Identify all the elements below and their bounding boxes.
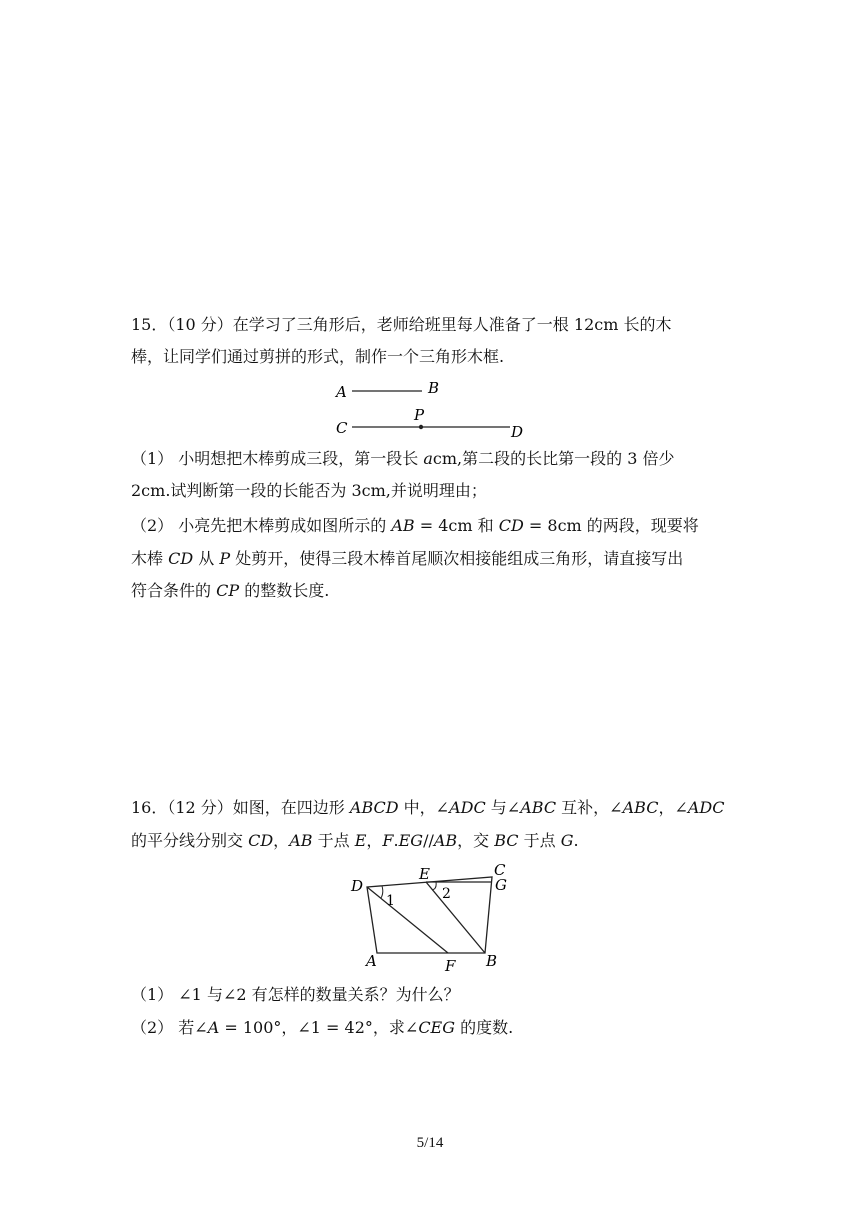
q16-p2-a: （2） 若∠ [131, 1018, 208, 1037]
q15-part2-l2-a: 木棒 [131, 549, 169, 568]
q16-l1-abcd: ABCD [349, 798, 399, 817]
q15-part1-text-b: cm,第二段的长比第一段的 3 倍少 [432, 449, 675, 468]
q15-part2-eq2: = 8cm 的两段，现要将 [523, 516, 699, 535]
q16-part1: （1） ∠1 与∠2 有怎样的数量关系？为什么？ [131, 985, 460, 1004]
label-c: C [336, 419, 348, 437]
label-p: P [414, 406, 425, 424]
q16-l1-b: 中，∠ [398, 798, 450, 817]
label-a: A [366, 952, 377, 970]
q16-l2-i: . [573, 831, 579, 850]
q15-part2-eq1: = 4cm 和 [414, 516, 499, 535]
q15-part2-ab: AB [391, 516, 415, 535]
q16-l2-h: 于点 [518, 831, 561, 850]
angle-2-arc [432, 882, 436, 890]
q15-part2-l2-b: 从 [193, 549, 220, 568]
q16-l2-ab: AB [289, 831, 313, 850]
q15-part2-l2-cd: CD [168, 549, 194, 568]
q16-part2 [131, 1017, 513, 1039]
q15-line-1: 15．（10 分）在学习了三角形后，老师给班里每人准备了一根 12cm 长的木 [131, 315, 672, 334]
q15-part1-line-1 [131, 448, 674, 470]
label-b: B [486, 952, 498, 970]
q16-l1-d: 互补，∠ [556, 798, 623, 817]
label-c: C [494, 861, 506, 879]
label-b: B [428, 379, 440, 397]
q16-l2-g: ，交 [457, 831, 495, 850]
q16-l2-e: E [354, 831, 367, 850]
q15-part2-l3-cp: CP [216, 581, 240, 600]
q15-part1-line-2: 2cm.试判断第一段的长能否为 3cm,并说明理由； [131, 481, 487, 500]
label-d: D [511, 423, 524, 440]
quadrilateral-abcd [367, 877, 492, 953]
q16-l2-a: 的平分线分别交 [131, 831, 249, 850]
q16-l2-e2: . [393, 831, 399, 850]
page-number: 5/14 [416, 1135, 444, 1151]
angle-1-arc [381, 886, 383, 898]
q15-part2-l2-p: P [219, 549, 231, 568]
q16-l2-f: F [382, 831, 394, 850]
q16-l2-d: ， [366, 831, 383, 850]
q16-l1-e: ，∠ [658, 798, 688, 817]
q15-part2-text-a: （2） 小亮先把木棒剪成如图所示的 [131, 516, 392, 535]
q16-line-2 [131, 830, 579, 852]
q15-part2-line-1 [131, 515, 699, 537]
q15-part1-text-a: （1） 小明想把木棒剪成三段，第一段长 [131, 449, 424, 468]
q16-l2-b: ， [273, 831, 290, 850]
bisector-df [367, 887, 448, 953]
q16-p2-b: = 100°，∠1 = 42°，求∠ [219, 1018, 419, 1037]
q16-l1-adc2: ADC [687, 798, 725, 817]
q15-part2-l3-a: 符合条件的 [131, 581, 217, 600]
q16-l2-f2: // [423, 831, 434, 850]
q15-figure-segments [330, 376, 530, 440]
q16-l2-ab2: AB [433, 831, 458, 850]
label-2: 2 [442, 886, 451, 902]
q16-p2-ceg: CEG [418, 1018, 456, 1037]
q16-l2-cd: CD [248, 831, 274, 850]
label-d: D [351, 877, 364, 895]
point-p [419, 425, 423, 429]
label-1: 1 [386, 893, 395, 909]
q16-p2-c: 的度数. [455, 1018, 514, 1037]
q15-part2-line-2 [131, 548, 683, 570]
q15-part2-l2-c: 处剪开，使得三段木棒首尾顺次相接能组成三角形，请直接写出 [230, 549, 684, 568]
q16-l2-bc: BC [494, 831, 519, 850]
label-g: G [495, 876, 507, 894]
q15-part2-l3-b: 的整数长度. [239, 581, 330, 600]
q16-line-1 [131, 797, 724, 819]
label-f: F [445, 957, 456, 975]
q16-l1-c: 与∠ [485, 798, 521, 817]
label-e: E [419, 865, 430, 883]
q15-part2-line-3 [131, 580, 329, 602]
q16-l1-a: 16．（12 分）如图，在四边形 [131, 798, 350, 817]
q16-figure-quadrilateral [345, 860, 515, 975]
q15-part1-var-a: a [423, 449, 433, 468]
q16-l1-abc: ABC [520, 798, 557, 817]
label-a: A [336, 383, 347, 401]
q16-l1-abc2: ABC [622, 798, 659, 817]
q16-l2-gpt: G [560, 831, 574, 850]
q16-l2-eg: EG [398, 831, 424, 850]
q16-p2-A: A [207, 1018, 220, 1037]
q16-l1-adc: ADC [449, 798, 486, 817]
q15-line-2: 棒，让同学们通过剪拼的形式，制作一个三角形木框. [131, 347, 505, 366]
q16-l2-c: 于点 [312, 831, 355, 850]
q15-part2-cd: CD [498, 516, 524, 535]
